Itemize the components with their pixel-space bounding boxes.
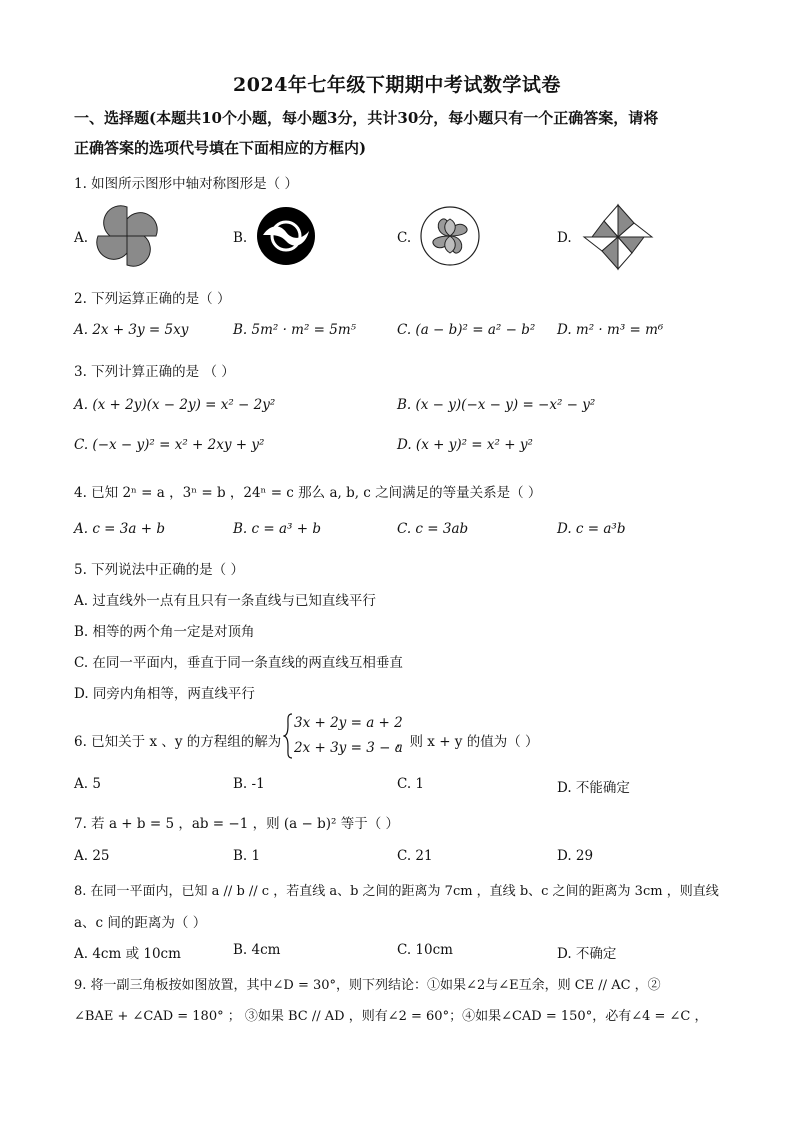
question-3-stem: 3. 下列计算正确的是 （ ） <box>74 364 235 380</box>
question-9-stem-line2: ∠BAE + ∠CAD = 180° ； ③如果 BC // AD ，则有∠2 = 60°；④如果∠CAD = 150°，必有∠4 = ∠C ， <box>74 1009 708 1024</box>
question-4-stem: 4. 已知 2ⁿ = a ，3ⁿ = b ，24ⁿ = c 那么 a, b, c 之间满足的等量关系是（ ） <box>74 485 542 501</box>
q2-option-d: D. m² · m³ = m⁶ <box>557 322 664 338</box>
q8-option-d: D. 不确定 <box>557 946 617 962</box>
q5-option-c: C. 在同一平面内，垂直于同一条直线的两直线互相垂直 <box>74 655 403 671</box>
question-6-stem-b: ，则 x + y 的值为（ ） <box>396 734 539 750</box>
q6-option-d: D. 不能确定 <box>557 780 630 796</box>
question-9-stem-line1: 9. 将一副三角板按如图放置，其中∠D = 30°，则下列结论：①如果∠2与∠E互余，则 CE // AC ，② <box>74 978 661 993</box>
q3-option-a: A. (x + 2y)(x − 2y) = x² − 2y² <box>74 397 276 413</box>
question-6-stem-a: 6. 已知关于 x 、y 的方程组的解为 <box>74 734 282 750</box>
q3-option-b: B. (x − y)(−x − y) = −x² − y² <box>397 397 596 413</box>
q6-option-b: B. -1 <box>233 776 265 792</box>
q1-option-d-label: D. <box>557 230 572 246</box>
q5-option-a: A. 过直线外一点有且只有一条直线与已知直线平行 <box>74 593 376 609</box>
q5-option-b: B. 相等的两个角一定是对顶角 <box>74 624 255 640</box>
flower-circle-icon <box>417 205 483 267</box>
q7-option-d: D. 29 <box>557 848 594 864</box>
question-2-stem: 2. 下列运算正确的是（ ） <box>74 291 231 307</box>
q1-option-c-label: C. <box>397 230 412 246</box>
section-heading-line1: 一、选择题(本题共10个小题，每小题3分，共计30分，每小题只有一个正确答案，请将 <box>74 109 659 127</box>
q6-equation-1: 3x + 2y = a + 2 <box>294 715 403 731</box>
q8-option-b: B. 4cm <box>233 942 281 958</box>
q6-option-a: A. 5 <box>74 776 101 792</box>
q7-option-a: A. 25 <box>74 848 110 864</box>
q4-option-d: D. c = a³b <box>557 521 626 537</box>
pinwheel-icon <box>94 205 160 267</box>
yin-yang-ring-icon <box>253 205 319 267</box>
q2-option-b: B. 5m² · m² = 5m⁵ <box>233 322 357 338</box>
triangle-pinwheel-icon <box>582 203 654 271</box>
q3-option-d: D. (x + y)² = x² + y² <box>397 437 533 453</box>
question-8-stem-line2: a、c 间的距离为（ ） <box>74 915 207 931</box>
question-1-stem: 1. 如图所示图形中轴对称图形是（ ） <box>74 176 298 192</box>
q1-option-b-label: B. <box>233 230 248 246</box>
q4-option-b: B. c = a³ + b <box>233 521 321 537</box>
equation-brace-icon <box>283 713 293 759</box>
question-5-stem: 5. 下列说法中正确的是（ ） <box>74 562 244 578</box>
q6-option-c: C. 1 <box>397 776 425 792</box>
q1-option-a-label: A. <box>74 230 89 246</box>
q2-option-c: C. (a − b)² = a² − b² <box>397 322 536 338</box>
q5-option-d: D. 同旁内角相等，两直线平行 <box>74 686 255 702</box>
q3-option-c: C. (−x − y)² = x² + 2xy + y² <box>74 437 265 453</box>
q8-option-a: A. 4cm 或 10cm <box>74 946 181 962</box>
q7-option-c: C. 21 <box>397 848 433 864</box>
q8-option-c: C. 10cm <box>397 942 453 958</box>
section-heading-line2: 正确答案的选项代号填在下面相应的方框内) <box>74 139 367 157</box>
q4-option-c: C. c = 3ab <box>397 521 469 537</box>
q6-equation-2: 2x + 3y = 3 − a <box>294 740 403 756</box>
question-7-stem: 7. 若 a + b = 5 ，ab = −1 ，则 (a − b)² 等于（ ） <box>74 816 400 832</box>
q7-option-b: B. 1 <box>233 848 261 864</box>
q4-option-a: A. c = 3a + b <box>74 521 165 537</box>
page-title: 2024年七年级下期期中考试数学试卷 <box>233 74 561 96</box>
q2-option-a: A. 2x + 3y = 5xy <box>74 322 189 338</box>
question-8-stem-line1: 8. 在同一平面内，已知 a // b // c ，若直线 a、b 之间的距离为 7cm ，直线 b、c 之间的距离为 3cm ，则直线 <box>74 884 719 899</box>
